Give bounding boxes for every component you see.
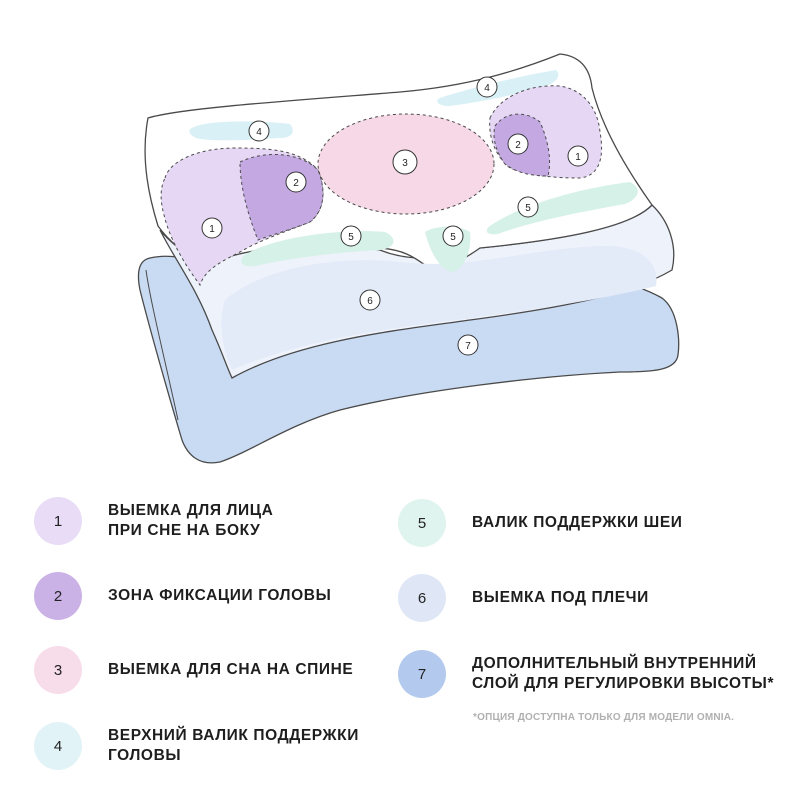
- legend-label-2: ЗОНА ФИКСАЦИИ ГОЛОВЫ: [108, 587, 332, 604]
- legend-label-6: ВЫЕМКА ПОД ПЛЕЧИ: [472, 589, 649, 606]
- legend-badge-6: 6: [398, 574, 446, 622]
- legend-badge-2: 2: [34, 572, 82, 620]
- svg-text:2: 2: [293, 178, 299, 189]
- svg-text:4: 4: [484, 83, 490, 94]
- legend-badge-7: 7: [398, 650, 446, 698]
- svg-text:5: 5: [348, 232, 354, 243]
- svg-text:5: 5: [525, 203, 531, 214]
- marker-2-right: [508, 134, 528, 154]
- marker-4-right: [477, 77, 497, 97]
- legend-item-3: [34, 646, 353, 694]
- legend-label-1: ВЫЕМКА ДЛЯ ЛИЦА ПРИ СНЕ НА БОКУ: [108, 502, 274, 539]
- legend-label-4: ВЕРХНИЙ ВАЛИК ПОДДЕРЖКИ ГОЛОВЫ: [108, 727, 359, 764]
- top-roller-left: [189, 121, 292, 140]
- legend-badge-1: 1: [34, 497, 82, 545]
- svg-text:3: 3: [402, 158, 408, 169]
- legend-badge-5: 5: [398, 499, 446, 547]
- marker-5-right: [518, 197, 538, 217]
- svg-text:1: 1: [575, 152, 581, 163]
- legend-item-6: [398, 574, 649, 622]
- marker-5-center: [443, 226, 463, 246]
- svg-text:6: 6: [367, 296, 373, 307]
- legend-label-3: ВЫЕМКА ДЛЯ СНА НА СПИНЕ: [108, 661, 354, 678]
- marker-4-left: [249, 121, 269, 141]
- marker-5-left: [341, 226, 361, 246]
- legend-item-7: [398, 650, 774, 698]
- marker-1-left: [202, 218, 222, 238]
- footnote: *ОПЦИЯ ДОСТУПНА ТОЛЬКО ДЛЯ МОДЕЛИ OMNIA.: [473, 712, 735, 723]
- marker-3: [393, 150, 417, 174]
- marker-7: [458, 335, 478, 355]
- legend-item-5: [398, 499, 683, 547]
- legend-item-1: [34, 497, 273, 545]
- svg-text:7: 7: [465, 341, 471, 352]
- svg-text:5: 5: [450, 232, 456, 243]
- legend-badge-4: 4: [34, 722, 82, 770]
- legend-item-2: [34, 572, 331, 620]
- legend-label-5: ВАЛИК ПОДДЕРЖКИ ШЕИ: [472, 514, 683, 531]
- marker-1-right: [568, 146, 588, 166]
- legend-label-7: ДОПОЛНИТЕЛЬНЫЙ ВНУТРЕННИЙ СЛОЙ ДЛЯ РЕГУЛИРОВКИ ВЫСОТЫ*: [472, 655, 775, 692]
- svg-text:4: 4: [256, 127, 262, 138]
- svg-text:1: 1: [209, 224, 215, 235]
- svg-text:2: 2: [515, 140, 521, 151]
- marker-2-left: [286, 172, 306, 192]
- legend-item-4: [34, 722, 359, 770]
- marker-6: [360, 290, 380, 310]
- legend-badge-3: 3: [34, 646, 82, 694]
